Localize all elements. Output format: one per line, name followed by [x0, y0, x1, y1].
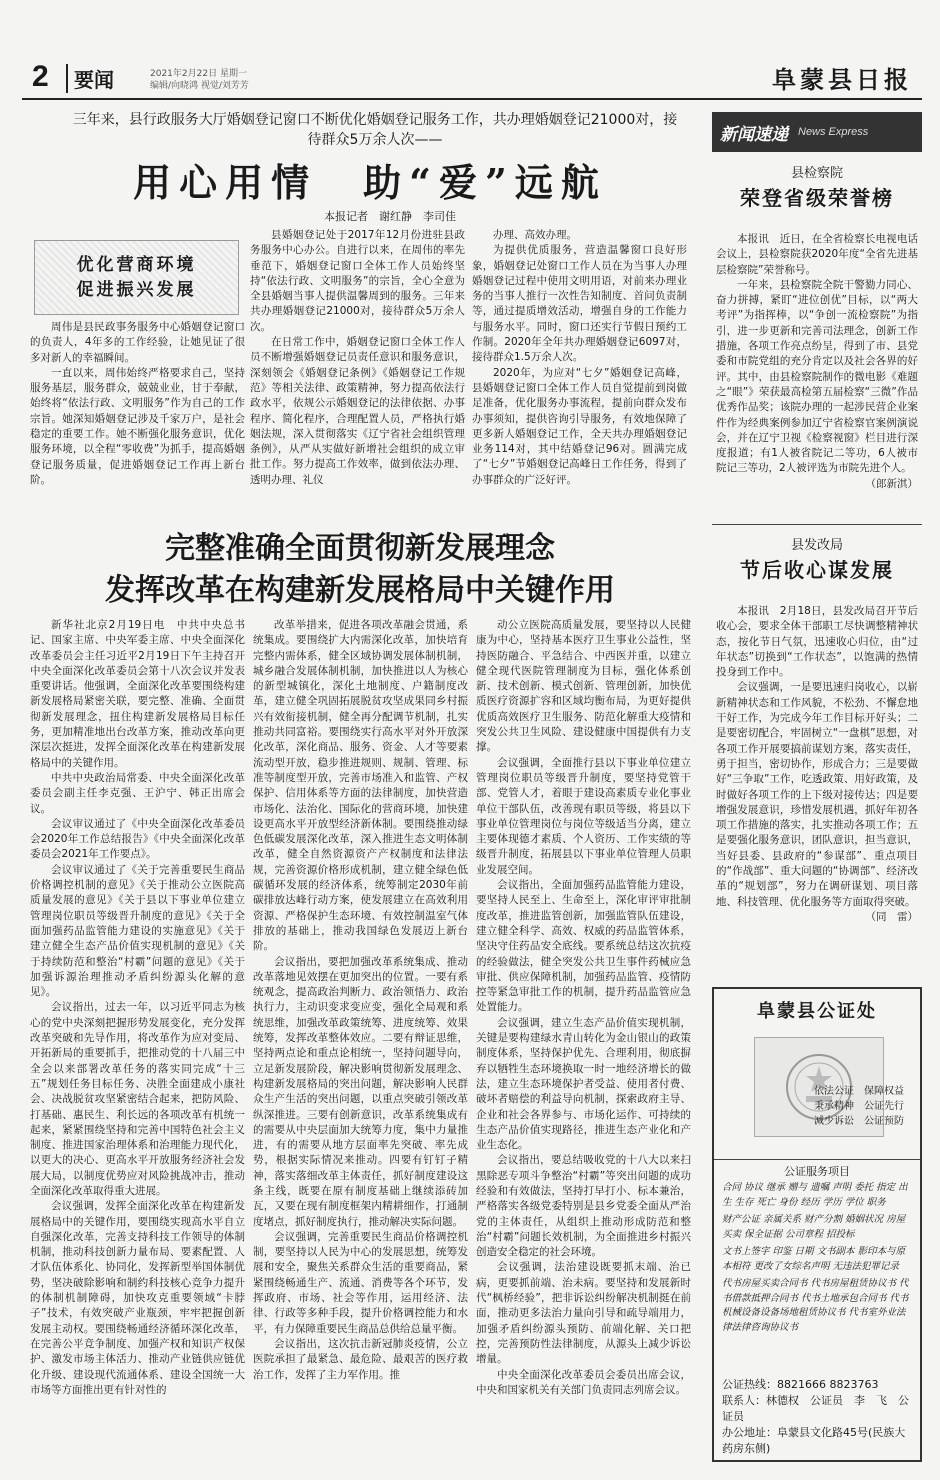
paragraph: 会议强调，完善重要民生商品价格调控机制，要坚持以人民为中心的发展思想，统筹发展和安全，聚焦关系群众生活的重要商品，紧紧围绕畅通生产、流通、消费等各个环节，发挥政府、市场、社会等作用，运用经济、法律、行政等多种手段，提升价格调控能力和水平，有力保障重要民生商品总供给总量平衡。 — [253, 1230, 468, 1335]
services-title: 公证服务项目 — [714, 1159, 920, 1179]
page-header — [22, 60, 922, 100]
notary-title: 阜蒙县公证处 — [757, 1001, 877, 1022]
service-group: 文书上签字 印鉴 日期 文书副本 影印本与原本相符 更改了女综名声明 无违法犯罪记录 — [722, 1246, 906, 1272]
paragraph: 周伟是县民政事务服务中心婚姻登记窗口的负责人，4年多的工作经验，让她见证了很多对新人的幸福瞬间。 — [30, 321, 245, 364]
slogan: 依法公证 保障权益 — [814, 1086, 904, 1097]
article1-byline: 本报记者 谢红静 李司佳 — [324, 210, 456, 223]
paragraph: 一直以来，周伟始终严格要求自己，坚持服务基层，服务群众，兢兢业业，甘于奉献，始终将“依法行政、文明服务”作为自己的工作宗旨。她深知婚姻登记涉及千家万户，是社会稳定的重要工作。她不断强化服务意识，优化服务环境，以全程“零收费”为抓手，提高婚姻登记服务质量，促进婚姻登记工作再上新台阶。 — [30, 366, 245, 486]
article2-title — [30, 528, 690, 612]
service-group: 合同 协议 继承 赠与 遗嘱 声明 委托 指定 出生 生存 死亡 身份 经历 学历 学位 职务 — [722, 1182, 908, 1208]
article1-column-3 — [472, 228, 687, 520]
article1-title: 用心用情 助“爱”远航 — [133, 160, 607, 205]
paragraph: 会议指出，全面加强药品监管能力建设，要坚持人民至上、生命至上，深化审评审批制度改革，推进监管创新，加强监管队伍建设，建立健全科学、高效、权威的药品监管体系，坚决守住药品安全底线。要系统总结这次抗疫的经验做法，健全突发公共卫生事件药械应急审批、供应保障机制，加强药品监管、疫情防控等紧急审批工作的机制，提升药品监管应急处置能力。 — [476, 879, 691, 1014]
paragraph: 新华社北京2月19日电 中共中央总书记、国家主席、中央军委主席、中央全面深化改革委员会主任习近平2月19日下午主持召开中央全面深化改革委员会第十八次会议并发表重要讲话。他强调，全面深化改革要围绕构建新发展格局紧密关联，要完整、准确、全面贯彻新发展理念，扭住构建新发展格局目标任务，更加精准地出台改革方案，推动改革向更深层次挺进，发挥全面深化改革在构建新发展格局中的关键作用。 — [30, 619, 245, 769]
paragraph: 会议审议通过了《中央全面深化改革委员会2020年工作总结报告》《中央全面深化改革委员会2021年工作要点》。 — [30, 817, 245, 861]
notary-slogans — [814, 1084, 904, 1129]
article2-title-line-2: 发挥改革在构建新发展格局中关键作用 — [105, 573, 615, 608]
editor-line: 编辑/向晓鸿 视觉/刘芳芳 — [150, 81, 249, 91]
item1-title: 荣登省级荣誉榜 — [740, 186, 894, 210]
news-express-english: News Express — [798, 126, 869, 138]
paragraph: 会议审议通过了《关于完善重要民生商品价格调控机制的意见》《关于推动公立医院高质量发展的意见》《关于县以下事业单位建立管理岗位职员等级晋升制度的意见》《关于全面加强药品监管能力建设的实施意见》《关于建立健全生态产品价值实现机制的意见》《关于持续防范和整治“村霸”问题的意见》《关于加强诉源治理推动矛盾纠纷源头化解的意见》。 — [30, 863, 245, 999]
issue-meta — [150, 68, 249, 92]
slogan: 秉承精神 公证先行 — [814, 1101, 904, 1112]
paragraph: 会议指出，要总结吸收党的十八大以来扫黑除恶专项斗争整治“村霸”等突出问题的成功经验和有效做法，坚持打早打小、标本兼治，严格落实各级党委特别是县乡党委全面从严治党的主体责任，从组织上推动形成防范和整治“村霸”问题长效机制，为全面推进乡村振兴创造安全稳定的社会环境。 — [476, 1154, 691, 1259]
right-sidebar — [712, 112, 922, 1462]
paragraph: 在日常工作中，婚姻登记窗口全体工作人员不断增强婚姻登记员责任意识和服务意识，深刻领会《婚姻登记条例》《婚姻登记工作规范》等相关法律、政策精神，努力提高依法行政水平，依规公示婚姻登记的法律依据、办事程序、简化程序，合理配置人员，严格执行婚姻法规，深入贯彻落实《辽宁省社会组织管理条例》，从严从实做好新增社会组织的成立审批工作。努力提高工作效率，做到依法办理、透明办理、礼仪 — [250, 336, 465, 486]
notary-address: 办公地址：阜蒙县文化路45号(民族大药房东侧) — [722, 1426, 906, 1455]
item2-title: 节后收心谋发展 — [740, 558, 894, 582]
article2-column-2 — [253, 618, 468, 1463]
paragraph: 县婚姻登记处于2017年12月份进驻县政务服务中心办公。自进行以来，在周伟的率先垂范下，婚姻登记窗口全体工作人员始终坚持“依法行政、文明服务”的宗旨，全心全意为全县婚姻当事人提供温馨周到的服务。三年来共办理婚姻登记21000对，接待群众5万余人次。 — [250, 229, 465, 333]
paragraph: 为提供优质服务，营造温馨窗口良好形象，婚姻登记处窗口工作人员在为当事人办理婚姻登记过程中使用文明用语，对前来办理业务的当事人推行一次性告知制度、首问负责制等，通过提质增效活动，增强自身的工作能力与服务水平。同时，窗口还实行节假日预约工作制。2020年全年共办理婚姻登记6097对，接待群众1.5万余人次。 — [472, 244, 687, 364]
paragraph: 2020年，为应对“七夕”婚姻登记高峰，县婚姻登记窗口全体工作人员自觉提前到岗做足准备，优化服务办事流程，提前向群众发布办事须知，提供咨询引导服务，有效地保障了更多新人婚姻登记工作，全天共办理婚姻登记业务114对，其中结婚登记96对。圆满完成了“七夕”节婚姻登记高峰日工作任务，得到了办事群众的广泛好评。 — [472, 366, 687, 486]
article1-column-2 — [250, 228, 465, 520]
item2-body — [716, 604, 918, 979]
paragraph: 会议强调，一是要迅速归岗收心，以崭新精神状态和工作风貌，不松劲、不懈怠地干好工作，为完成今年工作目标开好头；二是要密切配合，牢固树立“一盘棋”思想，对各项工作开展要搞前谋划方案，落实责任，勇于担当，密切协作，形成合力；三是要做好“三争取”工作，吃透政策、用好政策，及时做好各项工作的上下级对接传达；四是要增强发展意识，珍惜发展机遇，抓好年初各项工作措施的落实，扎实推动各项工作；五是要强化服务意识，团队意识，担当意识，当好县委、县政府的“参谋部”、重点项目的“作战部”、重大问题的“协调部”、经济改革的“规划部”，努力在调研谋划、项目落地、科技管理、优化服务等方面取得突破。 — [716, 681, 918, 908]
service-group: 财产公证 亲属关系 财产分割 婚姻状况 房屋买卖 保全证据 公司章程 招投标 — [722, 1214, 906, 1240]
paragraph: 中共中央政治局常委、中央全面深化改革委员会副主任李克强、王沪宁、韩正出席会议。 — [30, 771, 245, 815]
paragraph: 本报讯 2月18日，县发改局召开节后收心会，要求全体干部职工尽快调整精神状态，按化节日气氛，迅速收心归位，由“过年状态”切换到“工作状态”，以饱满的热情投身到工作中。 — [716, 605, 918, 679]
paragraph: 会议强调，发挥全面深化改革在构建新发展格局中的关键作用，要围绕实现高水平自立自强深化改革，完善支持科技工作领导的体制机制，推动科技创新力量布局、要素配置、人才队伍体系化、协同化，发挥新型举国体制优势，坚决破除影响和制约科技核心竞争力提升的体制机制障碍，加快攻克重要领域“卡脖子”技术，有效突破产业瓶颈，牢牢把握创新发展主动权。要围绕畅通经济循环深化改革，在完善公平竞争制度、加强产权和知识产权保护、激发市场主体活力、推动产业链供应链优化升级、建设现代流通体系、建设全国统一大市场等方面推出更有针对性的 — [30, 1200, 245, 1396]
notary-hotline: 公证热线：8821666 8823763 — [722, 1378, 879, 1391]
business-environment-box — [34, 240, 239, 315]
page-number: 2 — [32, 60, 49, 93]
news-express-header — [712, 112, 922, 152]
box-line-1: 优化营商环境 — [76, 254, 197, 275]
paragraph: 办理、高效办理。 — [493, 229, 577, 241]
paragraph: 会议指出，过去一年，以习近平同志为核心的党中央深刻把握形势发展变化，充分发挥改革突破和先导作用，将改革作为应对变局、开拓新局的重要抓手，把推动党的十八届三中全会以来部署改革任务的落实同完成“十三五”规划任务目标任务、决胜全面建成小康社会、决战脱贫攻坚紧密结合起来，把防风险、打基础、惠民生、利长远的各项改革有机统一起来，紧紧围绕坚持和完善中国特色社会主义制度、推进国家治理体系和治理能力现代化，以更大的决心、更高水平开放服务经济社会发展大局，以制度优势应对风险挑战冲击，推动全面深化改革取得重大进展。 — [30, 1001, 245, 1197]
paragraph: 会议指出，这次抗击新冠肺炎疫情，公立医院承担了最紧急、最危险、最艰苦的医疗救治工作，发挥了主力军作用。推 — [253, 1337, 468, 1381]
article1-intro: 三年来，县行政服务大厅婚姻登记窗口不断优化婚姻登记服务工作，共办理婚姻登记21000对，接待群众5万余人次—— — [72, 112, 678, 148]
paragraph: 会议指出，要把加强改革系统集成、推动改革落地见效摆在更加突出的位置。一要有系统观念，提高政治判断力、政治领悟力、政治执行力，主动识变求变应变，强化全局观和系统思维，加强改革政策统筹、进度统筹、效果统筹，发挥改革整体效应。二要有辩证思维，坚持两点论和重点论相统一，坚持问题导向，立足新发展阶段，解决影响贯彻新发展理念、构建新发展格局的突出问题，解决影响人民群众生产生活的突出问题，以重点突破引领改革纵深推进。三要有创新意识，改革系统集成有的需要从中央层面加大统筹力度，集中力量推进，有的需要从地方层面率先突破、率先成势，根据实际情况来推动。四要有钉钉子精神，落实落细改革主体责任，抓好制度建设这条主线，既要在原有制度基础上继续添砖加瓦，又要在现有制度框架内精耕细作，打通制度堵点，抓好制度执行，推动解决实际问题。 — [253, 955, 468, 1228]
article2-title-line-1: 完整准确全面贯彻新发展理念 — [165, 531, 555, 566]
box-line-2: 促进振兴发展 — [76, 279, 197, 300]
item1-body — [716, 232, 918, 517]
slogan: 减少诉讼 公证预防 — [814, 1116, 904, 1127]
service-group: 代书房屋买卖合同书 代书房屋租赁协议书 代书借款抵押合同书 代书土地承包合同书 代书机械设备设备场地租赁协议书 代书室外业法律法律咨询协议书 — [722, 1278, 909, 1333]
section-name: 要闻 — [66, 64, 114, 93]
services-list — [722, 1181, 914, 1338]
masthead: 阜蒙县日报 — [772, 65, 912, 94]
issue-date: 2021年2月22日 星期一 — [150, 69, 247, 79]
item2-signature: （同 雷） — [865, 910, 918, 923]
paragraph: 本报讯 近日，在全省检察长电视电话会议上，县检察院获2020年度“全省先进基层检察院”荣誉称号。 — [716, 233, 918, 276]
notary-contact — [722, 1377, 916, 1457]
paragraph: 一年来，县检察院全院干警勠力同心、奋力拼搏，紧盯“进位创优”目标，以“两大考评”为指挥棒，以“争创一流检察院”为指引，进一步更新和完善司法理念，创新工作措施，各项工作亮点纷呈，得到了市、县党委和市院党组的充分肯定以及社会各界的好评。其中，由县检察院制作的微电影《难题之“眼”》荣获最高检第五届检察“三微”作品优秀作品奖；该院办理的一起涉民营企业案件作为经典案例参加辽宁省检察官案例演说会，并在辽宁卫视《检察视窗》栏目进行深度报道；有1人被省院记二等功，6人被市院记三等功，2人被评选为市院先进个人。 — [716, 278, 918, 475]
article2-column-1 — [30, 618, 245, 1463]
paragraph: 改革举措来，促进各项改革融会贯通，系统集成。要围绕扩大内需深化改革，加快培育完整内需体系，健全区域协调发展体制机制，城乡融合发展体制机制，加快推进以人为核心的新型城镇化，深化土地制度、户籍制度改革，建立健全巩固拓展脱贫攻坚成果同乡村振兴有效衔接机制，健全再分配调节机制，扎实推动共同富裕。要围绕实行高水平对外开放深化改革，深化商品、服务、资金、人才等要素流动型开放，稳步推进规则、规制、管理、标准等制度型开放，完善市场准入和监管、产权保护、信用体系等方面的法律制度，加快营造市场化、法治化、国际化的营商环境，加快建设更高水平开放型经济新体制。要围绕推动绿色低碳发展深化改革，深入推进生态文明体制改革，健全自然资源资产产权制度和法律法规，完善资源价格形成机制，建立健全绿色低碳循环发展的经济体系，统筹制定2030年前碳排放达峰行动方案，使发展建立在高效利用资源、严格保护生态环境、有效控制温室气体排放的基础上，推动我国绿色发展迈上新台阶。 — [253, 619, 468, 953]
paragraph: 中央全面深化改革委员会委员出席会议，中央和国家机关有关部门负责同志列席会议。 — [476, 1368, 691, 1396]
paragraph: 会议强调，法治建设既要抓末端、治已病，更要抓前端、治未病。要坚持和发展新时代“枫桥经验”，把非诉讼纠纷解决机制挺在前面，推动更多法治力量向引导和疏导端用力，加强矛盾纠纷源头预防、前端化解、关口把控，完善预防性法律制度，从源头上减少诉讼增量。 — [476, 1261, 691, 1366]
article2-column-3 — [476, 618, 691, 1463]
divider — [712, 524, 922, 525]
article1-column-1 — [30, 320, 245, 520]
paragraph: 会议强调，全面推行县以下事业单位建立管理岗位职员等级晋升制度，要坚持党管干部、党管人才，着眼于建设高素质专业化事业单位干部队伍，改善现有职员等级，将县以下事业单位管理岗位与岗位等级适当分离，建立主要体现德才素质、个人资历、工作实绩的等级晋升制度，拓展县以下事业单位管理人员职业发展空间。 — [476, 756, 691, 876]
item1-org: 县检察院 — [790, 166, 843, 181]
paragraph: 动公立医院高质量发展，要坚持以人民健康为中心，坚持基本医疗卫生事业公益性，坚持医防融合、平急结合、中西医并重，以建立健全现代医院管理制度为目标，强化体系创新、技术创新、模式创新、管理创新，加快优质医疗资源扩容和区域均衡布局，为更好提供优质高效医疗卫生服务、防范化解重大疫情和突发公共卫生风险、建设健康中国提供有力支撑。 — [476, 619, 691, 754]
notary-office-ad — [712, 987, 922, 1462]
notary-contact-persons: 联系人：林德权 公证员 李 飞 公证员 — [722, 1394, 909, 1423]
paragraph: 会议强调，建立生态产品价值实现机制，关键是要构建绿水青山转化为金山银山的政策制度体系，坚持保护优先、合理利用，彻底摒弃以牺牲生态环境换取一时一地经济增长的做法，建立生态环境保护者受益、使用者付费、破坏者赔偿的利益导向机制，探索政府主导、企业和社会各界参与、市场化运作、可持续的生态产品价值实现路径，推进生态产业化和产业生态化。 — [476, 1016, 691, 1152]
news-express-label: 新闻速递 — [720, 124, 788, 145]
item2-org: 县发改局 — [790, 538, 843, 553]
item1-signature: （郎新淇） — [865, 477, 918, 490]
